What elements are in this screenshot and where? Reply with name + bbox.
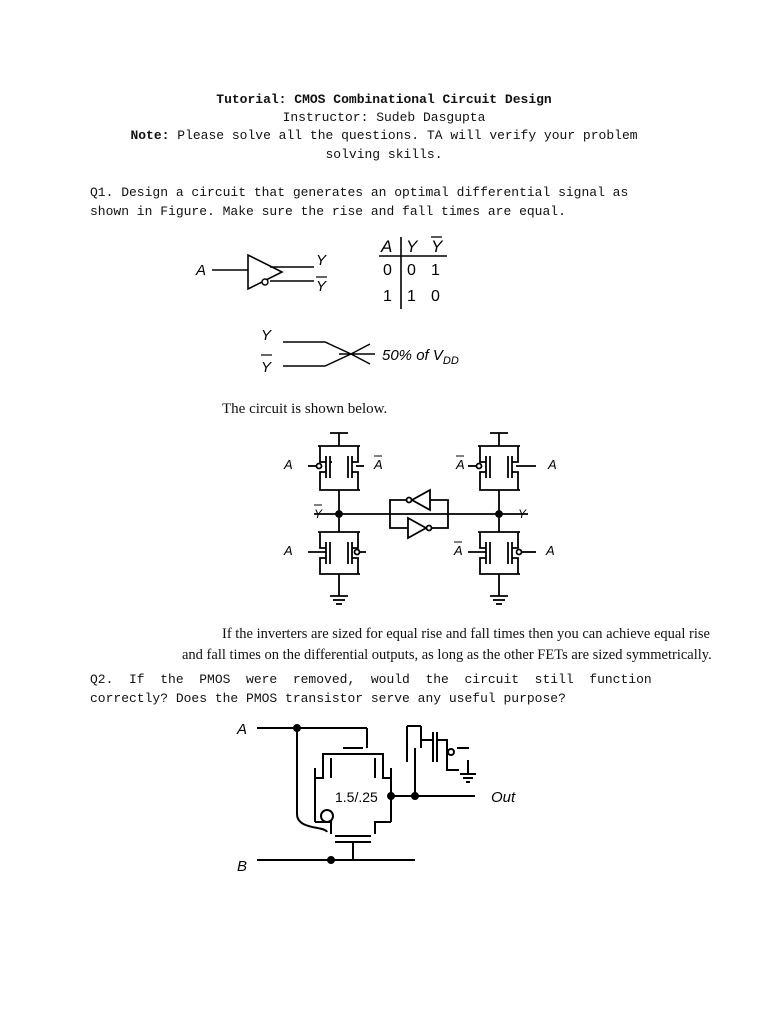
circuit-label-a: A [548,457,557,472]
truth-header-y: Y [406,237,418,256]
fig-ybar-label: Y [316,278,327,295]
circuit-label-abar: A [456,457,465,472]
q2-line-2: correctly? Does the PMOS transistor serve any useful purpose? [90,691,566,706]
circuit-label-a: A [284,457,293,472]
q1-line-2: shown in Figure. Make sure the rise and fall times are equal. [90,204,566,219]
q1-answer-line-2: and fall times on the differential outputs, as long as the other FETs are sized symmetrically. [182,647,712,663]
q1-answer-line-1: If the inverters are sized for equal rise and fall times then you can achieve equal rise [222,626,710,642]
note-line [0,128,768,143]
page-title: Tutorial: CMOS Combinational Circuit Design [216,92,552,107]
note-text: Please solve all the questions. TA will verify your problem [169,128,638,143]
q1-line-1: Q1. Design a circuit that generates an optimal differential signal as [90,185,629,200]
truth-table [375,233,455,313]
truth-cell: 0 [407,262,416,279]
q2-label-a: A [237,721,248,738]
truth-cell: 1 [431,262,440,279]
truth-cell: 1 [383,288,392,305]
circuit-label-a: A [546,543,555,558]
wave-ybar-label: Y [261,359,272,376]
fig-y-label: Y [316,252,327,269]
circuit-caption: The circuit is shown below. [222,401,388,417]
fig-input-label: A [196,262,207,279]
differential-buffer-symbol [190,245,340,305]
note-label: Note: [130,128,170,143]
circuit-label-y: Y [518,507,527,521]
truth-cell: 1 [407,288,416,305]
truth-cell: 0 [383,262,392,279]
note-line-2: solving skills. [325,147,443,162]
pass-transistor-circuit [235,718,535,878]
circuit-label-a: A [284,543,293,558]
q2-out-label: Out [491,789,516,806]
circuit-label-abar: A [374,457,383,472]
cmos-differential-circuit [278,428,568,612]
wave-y-label: Y [261,327,272,344]
instructor-line: Instructor: Sudeb Dasgupta [282,110,486,125]
cross-coupled-inverters [314,490,528,538]
q2-line-1: Q2. If the PMOS were removed, would the circuit still function [90,672,652,687]
wave-vdd-label: 50% of $V_{DD}$ [382,347,459,367]
circuit-label-ybar: Y [314,507,323,521]
truth-header-a: A [381,237,393,256]
truth-header-ybar: Y [431,237,443,256]
circuit-label-abar: A [454,543,463,558]
q2-size-label: 1.5/.25 [335,789,378,805]
q2-label-b: B [237,858,248,875]
truth-cell: 0 [431,288,440,305]
differential-waveform [255,322,475,380]
